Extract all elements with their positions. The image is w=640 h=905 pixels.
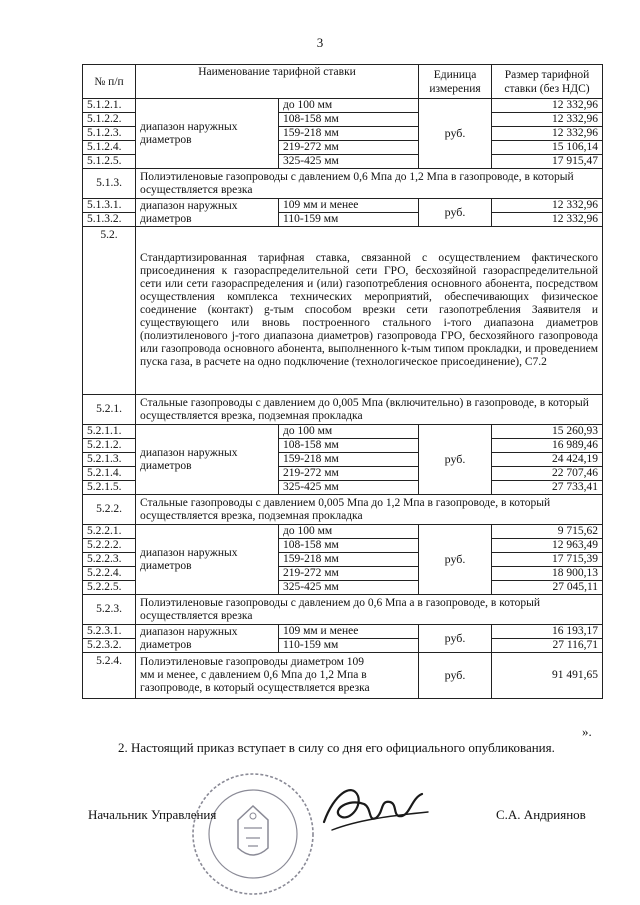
diameter-value: 110-159 мм bbox=[279, 639, 419, 653]
row-number: 5.2.1.5. bbox=[83, 481, 136, 495]
row-number: 5.1.3.2. bbox=[83, 213, 136, 227]
diameter-value: 219-272 мм bbox=[279, 567, 419, 581]
row-number: 5.2.2.3. bbox=[83, 553, 136, 567]
row-number: 5.2.2.1. bbox=[83, 525, 136, 539]
price-cell: 12 332,96 bbox=[492, 127, 603, 141]
row-number: 5.1.3.1. bbox=[83, 199, 136, 213]
header-num: № п/п bbox=[83, 65, 136, 99]
row-number: 5.2.4. bbox=[83, 653, 136, 699]
price-cell: 16 193,17 bbox=[492, 625, 603, 639]
section-number: 5.2. bbox=[83, 227, 136, 395]
section-description: Полиэтиленовые газопроводы с давлением 0,6 Мпа до 1,2 Мпа в газопроводе, в который осуществляется врезка bbox=[136, 169, 603, 199]
price-cell: 15 260,93 bbox=[492, 425, 603, 439]
section-number: 5.2.3. bbox=[83, 595, 136, 625]
section-number: 5.2.1. bbox=[83, 395, 136, 425]
price-cell: 9 715,62 bbox=[492, 525, 603, 539]
header-name: Наименование тарифной ставки bbox=[136, 65, 419, 99]
unit-cell: руб. bbox=[419, 653, 492, 699]
price-cell: 27 116,71 bbox=[492, 639, 603, 653]
diameter-range-label: диапазон наружных диаметров bbox=[136, 425, 279, 495]
row-number: 5.1.2.2. bbox=[83, 113, 136, 127]
diameter-range-label: диапазон наружных диаметров bbox=[136, 99, 279, 169]
price-cell: 17 915,47 bbox=[492, 155, 603, 169]
price-cell: 12 332,96 bbox=[492, 199, 603, 213]
diameter-value: 159-218 мм bbox=[279, 127, 419, 141]
unit-cell: руб. bbox=[419, 625, 492, 653]
unit-cell: руб. bbox=[419, 425, 492, 495]
table-row bbox=[83, 425, 603, 439]
signatory-title: Начальник Управления bbox=[88, 807, 217, 822]
section-number: 5.1.3. bbox=[83, 169, 136, 199]
signatory-name: С.А. Андриянов bbox=[496, 807, 586, 822]
signature bbox=[318, 776, 438, 843]
row-number: 5.2.2.2. bbox=[83, 539, 136, 553]
diameter-value: до 100 мм bbox=[279, 425, 419, 439]
price-cell: 27 733,41 bbox=[492, 481, 603, 495]
table-row bbox=[83, 625, 603, 639]
diameter-value: 325-425 мм bbox=[279, 155, 419, 169]
section-row bbox=[83, 169, 603, 199]
diameter-value: 219-272 мм bbox=[279, 467, 419, 481]
row-number: 5.2.1.2. bbox=[83, 439, 136, 453]
row-number: 5.2.1.3. bbox=[83, 453, 136, 467]
official-stamp bbox=[188, 770, 318, 903]
unit-cell: руб. bbox=[419, 99, 492, 169]
price-cell: 91 491,65 bbox=[492, 653, 603, 699]
price-cell: 12 963,49 bbox=[492, 539, 603, 553]
price-cell: 12 332,96 bbox=[492, 213, 603, 227]
diameter-value: 110-159 мм bbox=[279, 213, 419, 227]
row-number: 5.1.2.3. bbox=[83, 127, 136, 141]
section-row bbox=[83, 595, 603, 625]
diameter-range-label: диапазон наружных диаметров bbox=[136, 625, 279, 653]
row-number: 5.2.2.4. bbox=[83, 567, 136, 581]
price-cell: 12 332,96 bbox=[492, 113, 603, 127]
row-number: 5.1.2.1. bbox=[83, 99, 136, 113]
diameter-value: 325-425 мм bbox=[279, 581, 419, 595]
section-description: Полиэтиленовые газопроводы с давлением до 0,6 Мпа а в газопроводе, в который осуществляется врезка bbox=[136, 595, 603, 625]
diameter-value: до 100 мм bbox=[279, 99, 419, 113]
section-description: Стандартизированная тарифная ставка, связанной с осуществлением фактического присоединения к газораспределительной сети ГРО, бесхозяйной газораспределительной сети или сети газораспределения и (или) газопотребления основного абонента, посредством осуществления комплекса технических мероприятий, обеспечивающих физическое соединение (контакт) g-тым способом врезки сети газопотребления Заявителя и существующего или вновь построенного стального i-того диапазона диаметров (полиэтиленового j-того диапазона диаметров) газопровода ГРО, бесхозяйного газопровода или газопровода основного абонента, выполненного k-тым типом прокладки, и проведением пуска газа, в расчете на одно подключение (технологическое присоединение), С7.2 bbox=[136, 227, 603, 395]
row-description: Полиэтиленовые газопроводы диаметром 109 мм и менее, с давлением 0,6 Мпа до 1,2 Мпа в газопроводе, в который осуществляется врезка bbox=[136, 653, 419, 699]
row-number: 5.1.2.5. bbox=[83, 155, 136, 169]
diameter-range-label: диапазон наружных диаметров bbox=[136, 525, 279, 595]
unit-cell: руб. bbox=[419, 525, 492, 595]
section-description: Стальные газопроводы с давлением 0,005 Мпа до 1,2 Мпа в газопроводе, в который осуществляется врезка, подземная прокладка bbox=[136, 495, 603, 525]
section-row bbox=[83, 495, 603, 525]
price-cell: 15 106,14 bbox=[492, 141, 603, 155]
price-cell: 22 707,46 bbox=[492, 467, 603, 481]
table-row bbox=[83, 199, 603, 213]
closing-quote: ». bbox=[582, 724, 592, 739]
order-clause: 2. Настоящий приказ вступает в силу со дня его официального опубликования. bbox=[118, 740, 555, 755]
diameter-value: 109 мм и менее bbox=[279, 625, 419, 639]
price-cell: 27 045,11 bbox=[492, 581, 603, 595]
diameter-value: 159-218 мм bbox=[279, 453, 419, 467]
section-row bbox=[83, 227, 603, 395]
diameter-range-label: диапазон наружных диаметров bbox=[136, 199, 279, 227]
tariff-table bbox=[82, 64, 603, 699]
price-cell: 18 900,13 bbox=[492, 567, 603, 581]
table-row bbox=[83, 653, 603, 699]
table-row bbox=[83, 99, 603, 113]
row-number: 5.2.3.1. bbox=[83, 625, 136, 639]
diameter-value: 159-218 мм bbox=[279, 553, 419, 567]
row-number: 5.1.2.4. bbox=[83, 141, 136, 155]
diameter-value: 325-425 мм bbox=[279, 481, 419, 495]
row-number: 5.2.1.4. bbox=[83, 467, 136, 481]
diameter-value: 219-272 мм bbox=[279, 141, 419, 155]
diameter-value: 108-158 мм bbox=[279, 439, 419, 453]
price-cell: 17 715,39 bbox=[492, 553, 603, 567]
row-number: 5.2.3.2. bbox=[83, 639, 136, 653]
diameter-value: 108-158 мм bbox=[279, 113, 419, 127]
row-number: 5.2.2.5. bbox=[83, 581, 136, 595]
price-cell: 12 332,96 bbox=[492, 99, 603, 113]
diameter-value: 109 мм и менее bbox=[279, 199, 419, 213]
header-unit: Единица измерения bbox=[419, 65, 492, 99]
price-cell: 16 989,46 bbox=[492, 439, 603, 453]
price-cell: 24 424,19 bbox=[492, 453, 603, 467]
header-size: Размер тарифной ставки (без НДС) bbox=[492, 65, 603, 99]
unit-cell: руб. bbox=[419, 199, 492, 227]
page-number: 3 bbox=[316, 35, 324, 50]
section-description: Стальные газопроводы с давлением до 0,005 Мпа (включительно) в газопроводе, в который осуществляется врезка, подземная прокладка bbox=[136, 395, 603, 425]
section-number: 5.2.2. bbox=[83, 495, 136, 525]
diameter-value: 108-158 мм bbox=[279, 539, 419, 553]
row-number: 5.2.1.1. bbox=[83, 425, 136, 439]
table-header-row bbox=[83, 65, 603, 99]
section-row bbox=[83, 395, 603, 425]
diameter-value: до 100 мм bbox=[279, 525, 419, 539]
table-row bbox=[83, 525, 603, 539]
